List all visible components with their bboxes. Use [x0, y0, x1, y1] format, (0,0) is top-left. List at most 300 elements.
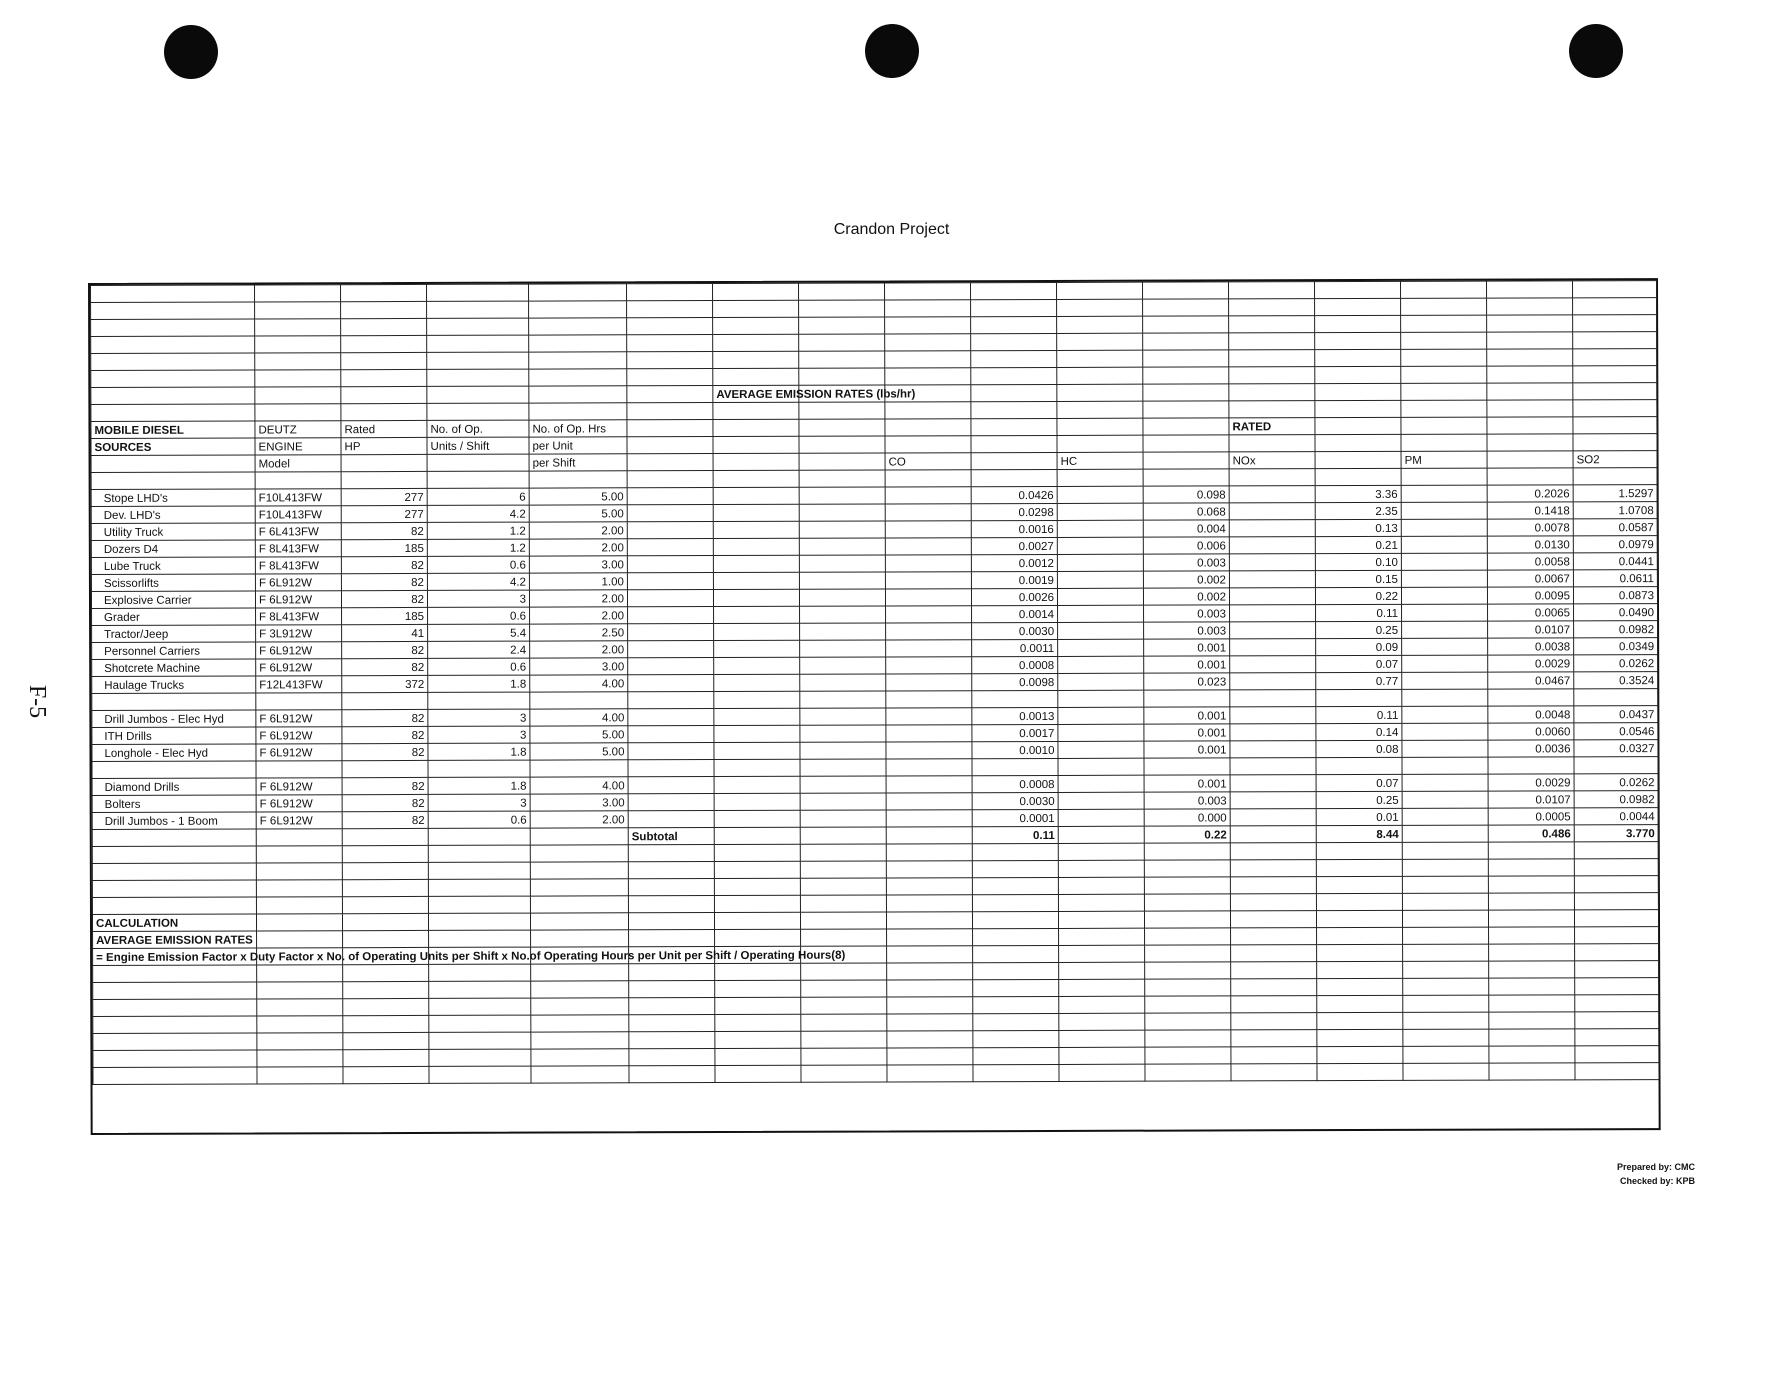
col-header-engine: ENGINE — [255, 438, 341, 455]
empty-cell — [427, 454, 529, 471]
empty-cell — [1402, 791, 1488, 808]
empty-cell — [429, 998, 531, 1015]
rated-hp: 82 — [342, 794, 428, 811]
empty-cell — [713, 351, 799, 368]
empty-cell — [529, 318, 627, 335]
source-name: Tractor/Jeep — [92, 625, 256, 643]
table-body — [91, 281, 1660, 1085]
empty-cell — [255, 319, 341, 336]
empty-cell — [1317, 927, 1403, 944]
co-value: 0.0017 — [972, 724, 1058, 741]
empty-cell — [885, 504, 971, 521]
empty-cell — [1573, 298, 1657, 315]
empty-cell — [1401, 553, 1487, 570]
co-value: 0.0098 — [972, 673, 1058, 690]
pm-value: 0.0078 — [1487, 519, 1573, 536]
empty-cell — [1401, 519, 1487, 536]
empty-cell — [714, 640, 800, 657]
empty-cell — [1487, 417, 1573, 434]
hours-per-shift: 2.00 — [529, 522, 627, 539]
empty-cell — [1317, 1029, 1403, 1046]
empty-cell — [1231, 1047, 1317, 1064]
col-header-hp: HP — [341, 437, 427, 454]
empty-cell — [713, 538, 799, 555]
empty-cell — [627, 301, 713, 318]
empty-cell — [1230, 673, 1316, 690]
empty-cell — [530, 862, 628, 879]
empty-cell — [1315, 451, 1401, 468]
empty-cell — [1231, 1030, 1317, 1047]
source-name: Drill Jumbos - 1 Boom — [92, 812, 256, 830]
rated-hp: 185 — [341, 539, 427, 556]
empty-cell — [1403, 961, 1489, 978]
empty-cell — [1057, 299, 1143, 316]
empty-cell — [93, 1016, 257, 1034]
empty-cell — [531, 1049, 629, 1066]
empty-cell — [1316, 842, 1402, 859]
rated-hp: 41 — [342, 624, 428, 641]
empty-cell — [627, 318, 713, 335]
pm-value: 0.0067 — [1487, 570, 1573, 587]
empty-cell — [800, 640, 886, 657]
empty-cell — [971, 333, 1057, 350]
empty-cell — [1489, 1046, 1575, 1063]
so2-value: 0.0587 — [1573, 519, 1657, 536]
empty-cell — [1316, 859, 1402, 876]
empty-cell — [1230, 826, 1316, 843]
hours-per-shift: 2.00 — [530, 811, 628, 828]
empty-cell — [1574, 876, 1658, 893]
empty-cell — [341, 284, 427, 301]
empty-cell — [1315, 400, 1401, 417]
subtotal-nox: 8.44 — [1316, 825, 1402, 842]
empty-cell — [1058, 690, 1144, 707]
source-name: Dev. LHD's — [91, 506, 255, 524]
empty-cell — [1231, 1013, 1317, 1030]
empty-cell — [1230, 707, 1316, 724]
empty-cell — [1229, 333, 1315, 350]
empty-cell — [1316, 757, 1402, 774]
nox-value: 2.35 — [1315, 502, 1401, 519]
empty-cell — [1317, 1063, 1403, 1080]
empty-cell — [342, 879, 428, 896]
engine-model: F 8L413FW — [255, 540, 341, 557]
empty-cell — [1488, 893, 1574, 910]
empty-cell — [714, 878, 800, 895]
empty-cell — [1059, 1030, 1145, 1047]
empty-cell — [1057, 316, 1143, 333]
empty-cell — [1315, 468, 1401, 485]
calculation-label: CALCULATION — [92, 914, 256, 932]
empty-cell — [1402, 689, 1488, 706]
hc-value: 0.003 — [1144, 605, 1230, 622]
col-header-co: CO — [885, 453, 971, 470]
rated-hp: 372 — [342, 675, 428, 692]
empty-cell — [1575, 978, 1659, 995]
empty-cell — [1575, 1046, 1659, 1063]
empty-cell — [627, 454, 713, 471]
empty-cell — [1317, 944, 1403, 961]
rated-hp: 82 — [342, 709, 428, 726]
hc-value: 0.003 — [1144, 792, 1230, 809]
empty-cell — [801, 1014, 887, 1031]
empty-cell — [1575, 961, 1659, 978]
empty-cell — [1315, 366, 1401, 383]
empty-cell — [800, 844, 886, 861]
rated-hp: 82 — [342, 658, 428, 675]
empty-cell — [529, 284, 627, 301]
pm-value: 0.0107 — [1488, 791, 1574, 808]
empty-cell — [629, 981, 715, 998]
empty-cell — [628, 743, 714, 760]
pm-value: 0.0060 — [1488, 723, 1574, 740]
empty-cell — [1058, 775, 1144, 792]
empty-cell — [1401, 298, 1487, 315]
engine-model: F12L413FW — [256, 676, 342, 693]
empty-cell — [799, 538, 885, 555]
empty-cell — [799, 419, 885, 436]
nox-value: 0.77 — [1316, 672, 1402, 689]
empty-cell — [886, 640, 972, 657]
empty-cell — [427, 352, 529, 369]
empty-cell — [1402, 706, 1488, 723]
empty-cell — [1401, 349, 1487, 366]
empty-cell — [1229, 554, 1315, 571]
empty-cell — [1143, 469, 1229, 486]
col-header-hours: No. of Op. Hrs — [529, 420, 627, 437]
empty-cell — [428, 828, 530, 845]
empty-cell — [713, 504, 799, 521]
empty-cell — [799, 555, 885, 572]
empty-cell — [886, 674, 972, 691]
empty-cell — [801, 1048, 887, 1065]
empty-cell — [1575, 927, 1659, 944]
source-name: Dozers D4 — [91, 540, 255, 558]
empty-cell — [257, 982, 343, 999]
engine-model: F 8L413FW — [255, 557, 341, 574]
col-header-engine: DEUTZ — [255, 421, 341, 438]
empty-cell — [1574, 757, 1658, 774]
empty-cell — [1401, 400, 1487, 417]
empty-cell — [714, 895, 800, 912]
empty-cell — [1229, 469, 1315, 486]
empty-cell — [629, 930, 715, 947]
empty-cell — [1574, 859, 1658, 876]
engine-model: F10L413FW — [255, 506, 341, 523]
empty-cell — [714, 725, 800, 742]
col-header-engine: Model — [255, 455, 341, 472]
empty-cell — [627, 539, 713, 556]
empty-cell — [887, 1014, 973, 1031]
units-per-shift: 6 — [427, 488, 529, 505]
empty-cell — [343, 998, 429, 1015]
co-value: 0.0016 — [971, 520, 1057, 537]
subtotal-so2: 3.770 — [1574, 825, 1658, 842]
empty-cell — [92, 880, 256, 898]
empty-cell — [886, 759, 972, 776]
empty-cell — [428, 862, 530, 879]
empty-cell — [92, 863, 256, 881]
hours-per-shift: 5.00 — [529, 488, 627, 505]
empty-cell — [973, 1013, 1059, 1030]
empty-cell — [627, 403, 713, 420]
emission-table — [90, 280, 1660, 1085]
subtotal-pm: 0.486 — [1488, 825, 1574, 842]
source-name: Stope LHD's — [91, 489, 255, 507]
subtotal-label: Subtotal — [628, 828, 714, 845]
empty-cell — [1143, 282, 1229, 299]
empty-cell — [886, 827, 972, 844]
empty-cell — [1573, 349, 1657, 366]
empty-cell — [629, 1032, 715, 1049]
empty-cell — [628, 879, 714, 896]
so2-value: 0.0979 — [1573, 536, 1657, 553]
hc-value: 0.068 — [1143, 503, 1229, 520]
empty-cell — [629, 964, 715, 981]
empty-cell — [341, 454, 427, 471]
pm-value: 0.0048 — [1488, 706, 1574, 723]
empty-cell — [341, 386, 427, 403]
empty-cell — [1487, 281, 1573, 298]
units-per-shift: 3 — [428, 709, 530, 726]
empty-cell — [1230, 911, 1316, 928]
empty-cell — [255, 285, 341, 302]
empty-cell — [531, 930, 629, 947]
empty-cell — [1402, 621, 1488, 638]
empty-cell — [256, 863, 342, 880]
binder-hole-right — [1569, 24, 1623, 78]
so2-value: 0.0441 — [1573, 553, 1657, 570]
empty-cell — [1403, 1063, 1489, 1080]
empty-cell — [1573, 366, 1657, 383]
units-per-shift: 1.8 — [428, 675, 530, 692]
empty-cell — [257, 1016, 343, 1033]
empty-cell — [713, 334, 799, 351]
empty-cell — [1315, 281, 1401, 298]
empty-cell — [1489, 1012, 1575, 1029]
empty-cell — [1057, 588, 1143, 605]
empty-cell — [886, 623, 972, 640]
empty-cell — [1401, 570, 1487, 587]
engine-model: F 6L912W — [256, 710, 342, 727]
empty-cell — [255, 336, 341, 353]
rated-hp: 82 — [342, 743, 428, 760]
units-per-shift: 2.4 — [428, 641, 530, 658]
empty-cell — [799, 572, 885, 589]
empty-cell — [715, 963, 801, 980]
empty-cell — [971, 469, 1057, 486]
empty-cell — [1489, 1063, 1575, 1080]
co-value: 0.0001 — [972, 809, 1058, 826]
so2-value: 0.0490 — [1574, 604, 1658, 621]
empty-cell — [1488, 910, 1574, 927]
empty-cell — [1144, 911, 1230, 928]
empty-cell — [1402, 757, 1488, 774]
empty-cell — [1573, 332, 1657, 349]
empty-cell — [885, 589, 971, 606]
empty-cell — [257, 1050, 343, 1067]
empty-cell — [1229, 401, 1315, 418]
pm-value: 0.0038 — [1488, 638, 1574, 655]
empty-cell — [713, 453, 799, 470]
empty-cell — [1575, 1012, 1659, 1029]
empty-cell — [799, 504, 885, 521]
empty-cell — [1057, 418, 1143, 435]
empty-cell — [529, 369, 627, 386]
empty-cell — [972, 690, 1058, 707]
empty-cell — [1058, 605, 1144, 622]
empty-cell — [530, 879, 628, 896]
empty-cell — [627, 386, 713, 403]
empty-cell — [1488, 876, 1574, 893]
empty-cell — [93, 1050, 257, 1068]
empty-cell — [255, 404, 341, 421]
empty-cell — [1573, 417, 1657, 434]
empty-cell — [1230, 622, 1316, 639]
hc-value: 0.002 — [1143, 571, 1229, 588]
source-name: Grader — [92, 608, 256, 626]
empty-cell — [91, 472, 255, 490]
empty-cell — [341, 369, 427, 386]
source-name: Bolters — [92, 795, 256, 813]
hours-per-shift: 2.50 — [530, 624, 628, 641]
empty-cell — [800, 742, 886, 759]
empty-cell — [800, 776, 886, 793]
empty-cell — [529, 352, 627, 369]
nox-value: 3.36 — [1315, 485, 1401, 502]
empty-cell — [800, 606, 886, 623]
empty-cell — [1143, 435, 1229, 452]
units-per-shift: 0.6 — [428, 607, 530, 624]
empty-cell — [713, 300, 799, 317]
empty-cell — [1316, 689, 1402, 706]
hours-per-shift: 2.00 — [529, 590, 627, 607]
rated-hp: 82 — [342, 811, 428, 828]
empty-cell — [342, 913, 428, 930]
so2-value: 0.0611 — [1573, 570, 1657, 587]
col-header-so2: SO2 — [1573, 451, 1657, 468]
empty-cell — [1403, 944, 1489, 961]
units-per-shift: 3 — [428, 726, 530, 743]
co-value: 0.0026 — [971, 588, 1057, 605]
empty-cell — [343, 930, 429, 947]
so2-value: 1.5297 — [1573, 485, 1657, 502]
empty-cell — [428, 692, 530, 709]
col-header-pm: PM — [1401, 451, 1487, 468]
empty-cell — [627, 437, 713, 454]
empty-cell — [1401, 332, 1487, 349]
empty-cell — [713, 368, 799, 385]
empty-cell — [1315, 298, 1401, 315]
empty-cell — [799, 402, 885, 419]
empty-cell — [1573, 434, 1657, 451]
empty-cell — [628, 641, 714, 658]
col-header-units: Units / Shift — [427, 437, 529, 454]
empty-cell — [886, 657, 972, 674]
empty-cell — [800, 793, 886, 810]
rated-label: RATED — [1229, 418, 1315, 435]
empty-cell — [1058, 656, 1144, 673]
hours-per-shift: 5.00 — [530, 743, 628, 760]
empty-cell — [1058, 673, 1144, 690]
empty-cell — [973, 928, 1059, 945]
hours-per-shift: 2.00 — [530, 607, 628, 624]
empty-cell — [1057, 350, 1143, 367]
empty-cell — [972, 911, 1058, 928]
empty-cell — [1059, 1047, 1145, 1064]
pm-value: 0.0130 — [1487, 536, 1573, 553]
hc-value: 0.004 — [1143, 520, 1229, 537]
empty-cell — [1230, 639, 1316, 656]
col-header-source: MOBILE DIESEL — [91, 421, 255, 439]
empty-cell — [1143, 384, 1229, 401]
empty-cell — [1574, 842, 1658, 859]
empty-cell — [529, 403, 627, 420]
empty-cell — [714, 861, 800, 878]
empty-cell — [1575, 1063, 1659, 1080]
hc-value: 0.003 — [1144, 622, 1230, 639]
empty-cell — [1489, 944, 1575, 961]
empty-cell — [973, 962, 1059, 979]
empty-cell — [1573, 468, 1657, 485]
emission-spreadsheet — [88, 278, 1661, 1135]
empty-cell — [628, 709, 714, 726]
so2-value: 0.0262 — [1574, 774, 1658, 791]
empty-cell — [1488, 757, 1574, 774]
empty-cell — [427, 284, 529, 301]
empty-cell — [1143, 367, 1229, 384]
empty-cell — [529, 301, 627, 318]
empty-cell — [1402, 672, 1488, 689]
empty-cell — [628, 862, 714, 879]
empty-cell — [886, 725, 972, 742]
empty-cell — [886, 691, 972, 708]
empty-cell — [1229, 350, 1315, 367]
empty-cell — [1230, 758, 1316, 775]
source-name: Drill Jumbos - Elec Hyd — [92, 710, 256, 728]
checked-by: Checked by: KPB — [1619, 1176, 1695, 1186]
empty-cell — [1401, 366, 1487, 383]
empty-cell — [1403, 1046, 1489, 1063]
engine-model: F 6L912W — [256, 795, 342, 812]
empty-cell — [713, 402, 799, 419]
empty-cell — [714, 776, 800, 793]
empty-cell — [972, 860, 1058, 877]
empty-cell — [972, 877, 1058, 894]
nox-value: 0.08 — [1316, 740, 1402, 757]
hours-per-shift: 4.00 — [530, 675, 628, 692]
empty-cell — [256, 914, 342, 931]
binder-hole-left — [164, 25, 218, 79]
empty-cell — [1229, 384, 1315, 401]
empty-cell — [628, 811, 714, 828]
empty-cell — [886, 844, 972, 861]
co-value: 0.0012 — [971, 554, 1057, 571]
empty-cell — [1402, 638, 1488, 655]
co-value: 0.0298 — [971, 503, 1057, 520]
source-name: Personnel Carriers — [92, 642, 256, 660]
empty-cell — [628, 760, 714, 777]
empty-cell — [1229, 282, 1315, 299]
empty-cell — [971, 401, 1057, 418]
empty-cell — [714, 912, 800, 929]
empty-cell — [343, 964, 429, 981]
empty-cell — [715, 1014, 801, 1031]
empty-cell — [428, 896, 530, 913]
empty-cell — [971, 316, 1057, 333]
empty-cell — [1058, 758, 1144, 775]
empty-cell — [713, 419, 799, 436]
